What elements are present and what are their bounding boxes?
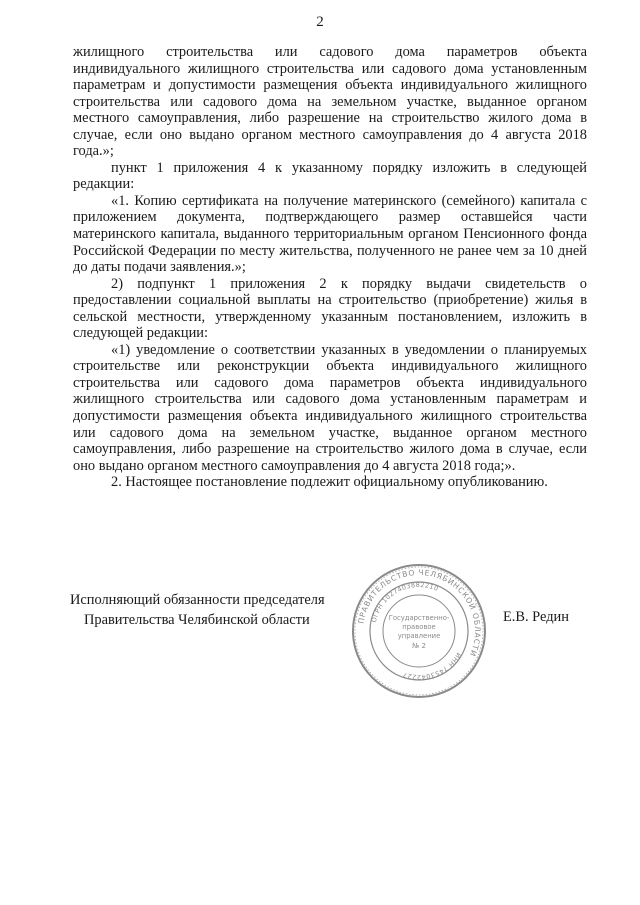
page-number: 2 <box>316 14 324 30</box>
stamp-inner-ring <box>383 595 455 667</box>
paragraph-quoted-notice: «1) уведомление о соответствии указанных в уведомлении о планируемых строительстве или реконструкции объекта индивидуального жилищного строительства или садового дома параметров объекта индивидуального жилищного строительства или садового дома установленным параметрам и допустимости размещения объекта индивидуального жилищного строительства или садового дома на земельном участке, выданное органом местного самоуправления, либо разрешение на строительство жилого дома в случае, если оно выдано органом местного самоуправления до 4 августа 2018 года;». <box>73 341 587 474</box>
paragraph-continuation: жилищного строительства или садового дома параметров объекта индивидуального жилищного строительства или садового дома установленным параметрам и допустимости размещения объекта индивидуального жилищного строительства или садового дома на земельном участке, выданное органом местного самоуправления, либо разрешение на строительство жилого дома в случае, если оно выдано органом местного самоуправления до 4 августа 2018 года.»; <box>73 44 587 160</box>
official-stamp <box>350 562 488 700</box>
signatory-title <box>70 590 340 630</box>
paragraph-publication: 2. Настоящее постановление подлежит официальному опубликованию. <box>111 474 548 491</box>
paragraph-subpoint-2: 2) подпункт 1 приложения 2 к порядку выдачи свидетельств о предоставлении социальной выплаты на строительство (приобретение) жилья в сельской местности, утвержденному указанным постановлением, изложить в следующей редакции: <box>73 275 587 342</box>
stamp-center-line-2: правовое <box>402 623 436 631</box>
paragraph-point-1-appendix-4: пункт 1 приложения 4 к указанному порядку изложить в следующей редакции: <box>73 159 587 193</box>
paragraph-quoted-item-1: «1. Копию сертификата на получение материнского (семейного) капитала с приложением документа, подтверждающего размер оставшейся части материнского капитала, выданного территориальным органом Пенсионного фонда Российской Федерации по месту жительства, полученного не ранее чем за 10 дней до даты подачи заявления.»; <box>73 192 587 276</box>
stamp-ogrn-text: ОГРН 1027403882210 <box>369 580 440 624</box>
stamp-inn-text: ИНН 7453042227 <box>401 651 463 682</box>
signatory-name: Е.В. Редин <box>503 609 569 625</box>
stamp-center-line-3: управление <box>397 632 441 640</box>
stamp-center-line-4: № 2 <box>412 642 426 650</box>
stamp-outer-text: ПРАВИТЕЛЬСТВО ЧЕЛЯБИНСКОЙ ОБЛАСТИ <box>356 567 483 659</box>
stamp-center-line-1: Государственно- <box>388 614 450 622</box>
signatory-title-line-1: Исполняющий обязанности председателя <box>70 592 325 608</box>
document-body <box>73 44 587 491</box>
signatory-title-line-2: Правительства Челябинской области <box>84 612 310 628</box>
